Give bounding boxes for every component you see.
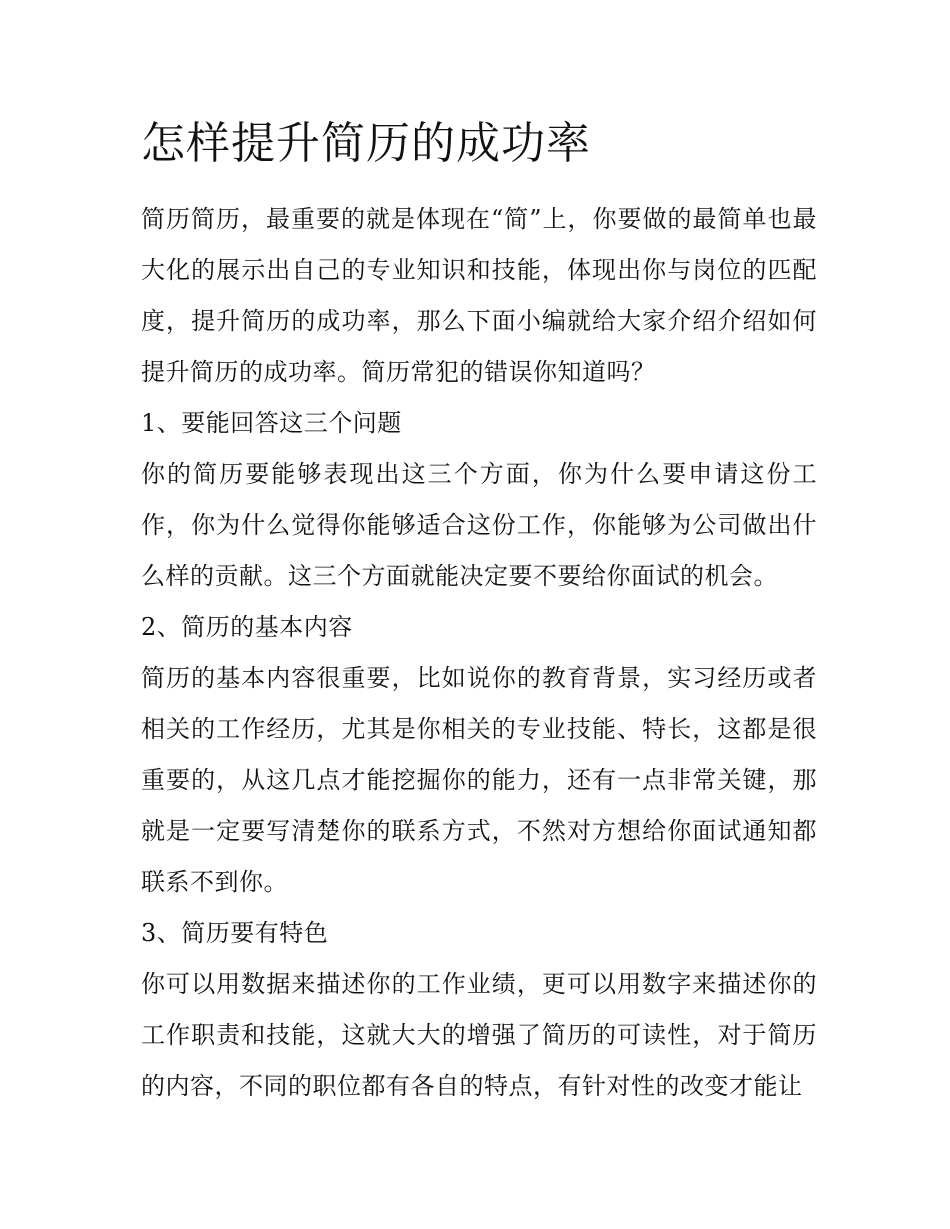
section-1-heading: 1、要能回答这三个问题 bbox=[141, 409, 402, 437]
section-2-body: 简历的基本内容很重要，比如说你的教育背景，实习经历或者相关的工作经历，尤其是你相关的专业技能、特长，这都是很重要的，从这几点才能挖掘你的能力，还有一点非常关键，那就是一定要写清楚你的联系方式，不然对方想给你面试通知都联系不到你。 bbox=[141, 664, 817, 896]
section-1-body: 你的简历要能够表现出这三个方面，你为什么要申请这份工作，你为什么觉得你能够适合这份工作，你能够为公司做出什么样的贡献。这三个方面就能决定要不要给你面试的机会。 bbox=[141, 460, 817, 590]
section-3-heading: 3、简历要有特色 bbox=[141, 919, 329, 947]
document-title: 怎样提升简历的成功率 bbox=[141, 118, 591, 169]
section-3-body: 你可以用数据来描述你的工作业绩，更可以用数字来描述你的工作职责和技能，这就大大的增强了简历的可读性，对于简历的内容，不同的职位都有各自的特点，有针对性的改变才能让 bbox=[141, 970, 817, 1100]
intro-paragraph: 简历简历，最重要的就是体现在“简”上，你要做的最简单也最大化的展示出自己的专业知识和技能，体现出你与岗位的匹配度，提升简历的成功率，那么下面小编就给大家介绍介绍如何提升简历的成功率。简历常犯的错误你知道吗？ bbox=[141, 205, 817, 386]
document-content bbox=[141, 112, 817, 1112]
section-2-heading: 2、简历的基本内容 bbox=[141, 613, 353, 641]
